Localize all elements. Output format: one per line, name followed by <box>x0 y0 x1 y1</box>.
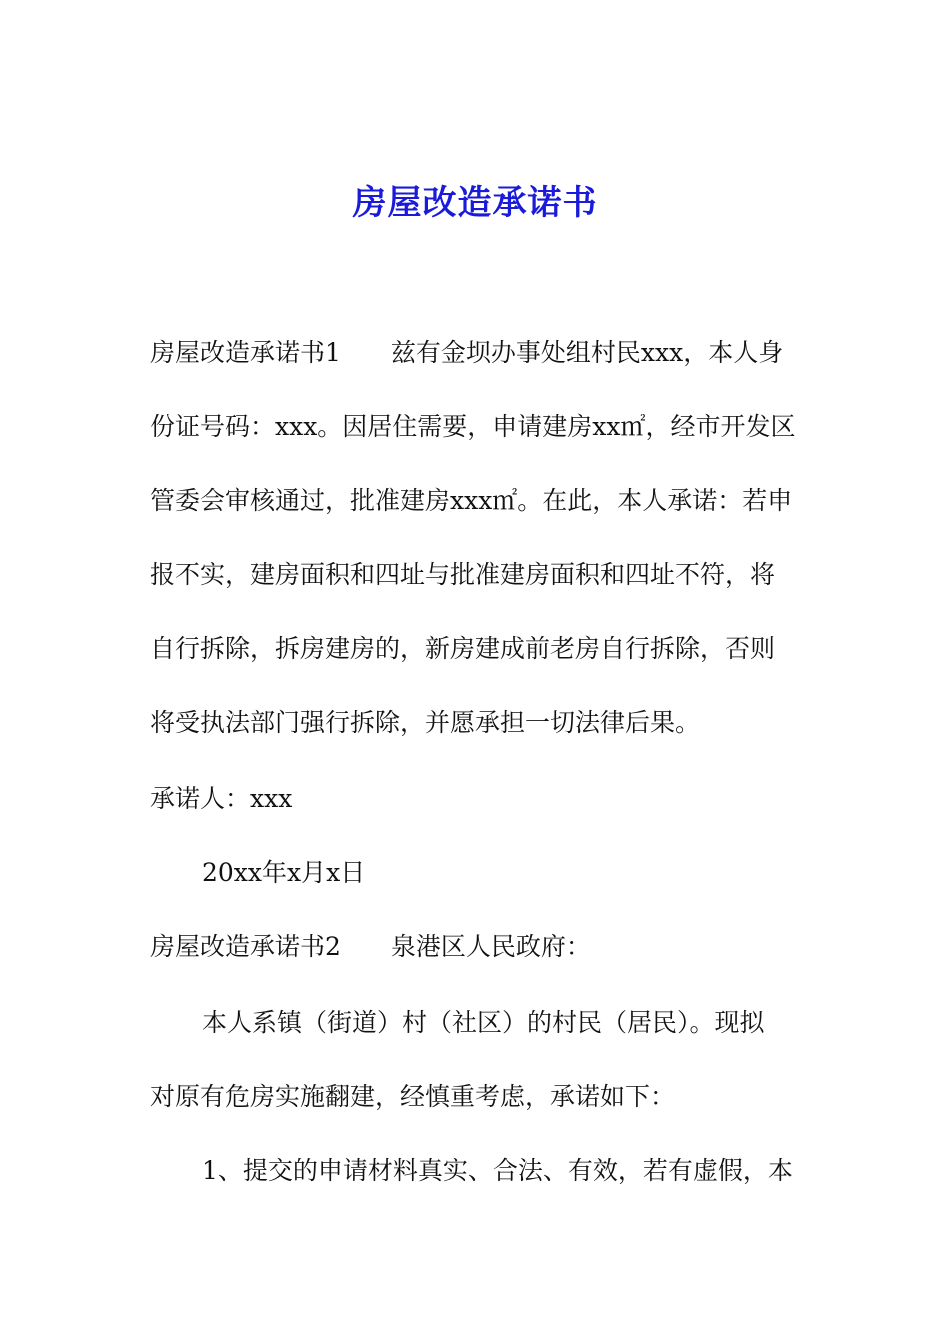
body-line-12: 1、提交的申请材料真实、合法、有效，若有虚假，本 <box>202 1156 793 1185</box>
body-line-3: 管委会审核通过，批准建房xxx㎡。在此，本人承诺：若申 <box>150 486 793 515</box>
body-line-6: 将受执法部门强行拆除，并愿承担一切法律后果。 <box>150 708 701 737</box>
body-line-4: 报不实，建房面积和四址与批准建房面积和四址不符，将 <box>150 560 776 589</box>
document-title: 房屋改造承诺书 <box>352 183 598 223</box>
signatory-line: 承诺人：xxx <box>150 784 293 813</box>
body-line-5: 自行拆除，拆房建房的，新房建成前老房自行拆除，否则 <box>150 634 776 663</box>
section-2-heading-line: 房屋改造承诺书2 泉港区人民政府： <box>150 932 591 961</box>
date-line: 20xx年x月x日 <box>202 858 366 887</box>
body-line-10: 本人系镇（街道）村（社区）的村民（居民）。现拟 <box>202 1008 765 1037</box>
body-line-1: 房屋改造承诺书1 兹有金坝办事处组村民xxx，本人身 <box>150 338 784 367</box>
body-line-2: 份证号码：xxx。因居住需要，申请建房xx㎡，经市开发区 <box>150 412 796 441</box>
body-line-11: 对原有危房实施翻建，经慎重考虑，承诺如下： <box>150 1082 676 1111</box>
